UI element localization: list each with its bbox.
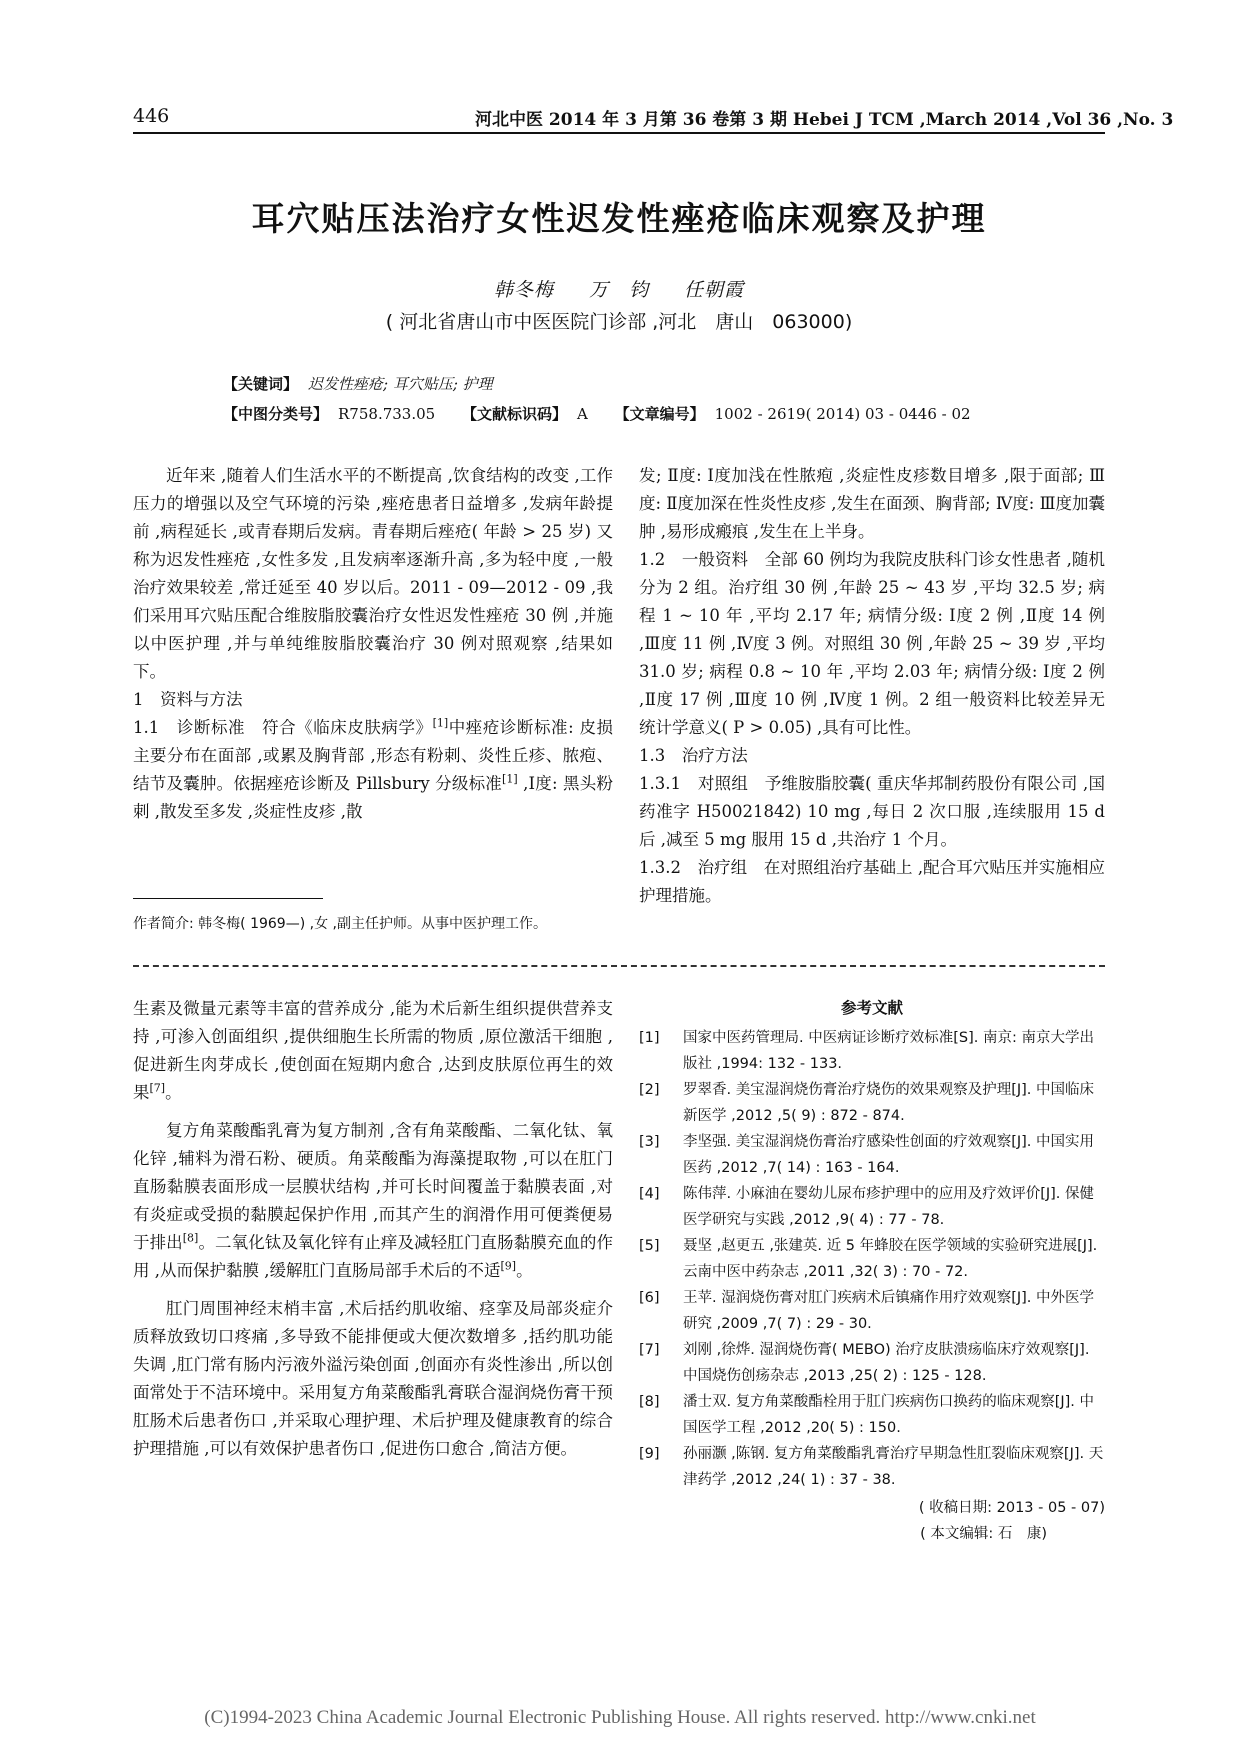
journal-header: 河北中医 2014 年 3 月第 36 卷第 3 期 Hebei J TCM ,March 2014 ,Vol 36 ,No. 3 <box>475 110 1174 130</box>
reference-item <box>639 1025 1105 1077</box>
reference-item <box>639 1337 1105 1389</box>
intro-paragraph: 近年来 ,随着人们生活水平的不断提高 ,饮食结构的改变 ,工作压力的增强以及空气环境的污染 ,痤疮患者日益增多 ,发病年龄提前 ,病程延长 ,或青春期后发病。青春期后痤疮( 年龄 > 25 岁) 又称为迟发性痤疮 ,女性多发 ,且发病率逐渐升高 ,多为轻中度 ,一般治疗效果较差 ,常迁延至 40 岁以后。2011 - 09—2012 - 09 ,我们采用耳穴贴压配合维胺脂胶囊治疗女性迟发性痤疮 30 例 ,并施以中医护理 ,并与单纯维胺脂胶囊治疗 30 例对照观察 ,结果如下。 <box>133 466 613 681</box>
citation: [9] <box>500 1259 517 1273</box>
reference-number: [7] <box>639 1342 660 1358</box>
citation: [7] <box>149 1081 166 1095</box>
article-divider <box>133 965 1105 967</box>
reference-text: 王苹. 湿润烧伤膏对肛门疾病术后镇痛作用疗效观察[J]. 中外医学研究 ,2009 ,7( 7) : 29 - 30. <box>683 1290 1095 1332</box>
prior-paragraph-3: 肛门周围神经末梢丰富 ,术后括约肌收缩、痉挛及局部炎症介质释放致切口疼痛 ,多导致不能排便或大便次数增多 ,括约肌功能失调 ,肛门常有肠内污液外溢污染创面 ,创面亦有炎性渗出 ,所以创面常处于不洁环境中。采用复方角菜酸酯乳膏联合湿润烧伤膏干预肛肠术后患者伤口 ,并采取心理护理、术后护理及健康教育的综合护理措施 ,可以有效保护患者伤口 ,促进伤口愈合 ,简洁方便。 <box>133 1299 613 1458</box>
section-1-2: 1.2 一般资料 全部 60 例均为我院皮肤科门诊女性患者 ,随机分为 2 组。治疗组 30 例 ,年龄 25 ~ 43 岁 ,平均 32.5 岁; 病程 1 ~ 10 年 ,平均 2.17 年; 病情分级: Ⅰ度 2 例 ,Ⅱ度 14 例 ,Ⅲ度 11 例 ,Ⅳ度 3 例。对照组 30 例 ,年龄 25 ~ 39 岁 ,平均 31.0 岁; 病程 0.8 ~ 10 年 ,平均 2.03 年; 病情分级: Ⅰ度 2 例 ,Ⅱ度 17 例 ,Ⅲ度 10 例 ,Ⅳ度 1 例。2 组一般资料比较差异无统计学意义( P > 0.05) ,具有可比性。 <box>639 550 1105 737</box>
text: 。 <box>165 1083 182 1102</box>
reference-item <box>639 1285 1105 1337</box>
reference-text: 国家中医药管理局. 中医病证诊断疗效标准[S]. 南京: 南京大学出版社 ,1994: 132 - 133. <box>683 1030 1094 1072</box>
keywords-label: 【关键词】 <box>223 375 299 393</box>
reference-text: 罗翠香. 美宝湿润烧伤膏治疗烧伤的效果观察及护理[J]. 中国临床新医学 ,2012 ,5( 9) : 872 - 874. <box>683 1082 1095 1124</box>
reference-number: [5] <box>639 1238 660 1254</box>
affiliation: ( 河北省唐山市中医医院门诊部 ,河北 唐山 063000) <box>385 311 853 333</box>
authors <box>133 275 1105 302</box>
page-number: 446 <box>133 105 170 127</box>
reference-item <box>639 1181 1105 1233</box>
doc-code-label: 【文献标识码】 <box>461 405 567 423</box>
section-1-1 <box>133 714 613 826</box>
text: 。 <box>516 1261 533 1280</box>
citation: [1] <box>502 772 518 786</box>
section-heading-1: 1 资料与方法 <box>133 690 243 709</box>
doc-code: A <box>577 405 588 423</box>
article-no-label: 【文章编号】 <box>614 405 705 423</box>
article-no: 1002 - 2619( 2014) 03 - 0446 - 02 <box>714 405 971 423</box>
article-title: 耳穴贴压法治疗女性迟发性痤疮临床观察及护理 <box>251 199 987 238</box>
reference-text: 陈伟萍. 小麻油在婴幼儿尿布疹护理中的应用及疗效评价[J]. 保健医学研究与实践 ,2012 ,9( 4) : 77 - 78. <box>683 1186 1095 1228</box>
body-column-right <box>639 462 1105 910</box>
reference-item <box>639 1129 1105 1181</box>
author-footnote: 作者简介: 韩冬梅( 1969—) ,女 ,副主任护师。从事中医护理工作。 <box>133 916 547 932</box>
reference-number: [6] <box>639 1290 660 1306</box>
references-title: 参考文献 <box>840 999 903 1017</box>
clc-code: R758.733.05 <box>338 405 436 423</box>
references-section <box>639 995 1105 1547</box>
reference-number: [1] <box>639 1030 660 1046</box>
citation: [8] <box>182 1231 199 1245</box>
editor-note: ( 本文编辑: 石 康) <box>920 1526 1047 1542</box>
reference-item <box>639 1389 1105 1441</box>
section-1-3-2: 1.3.2 治疗组 在对照组治疗基础上 ,配合耳穴贴压并实施相应护理措施。 <box>639 858 1105 905</box>
author-3: 任朝霞 <box>684 279 745 301</box>
keywords-line <box>223 373 493 394</box>
header-rule <box>133 132 1105 134</box>
prior-article-column <box>133 995 613 1463</box>
reference-text: 孙丽灏 ,陈钢. 复方角菜酸酯乳膏治疗早期急性肛裂临床观察[J]. 天津药学 ,2012 ,24( 1) : 37 - 38. <box>683 1446 1104 1488</box>
section-1-3-1: 1.3.1 对照组 予维胺脂胶囊( 重庆华邦制药股份有限公司 ,国药准字 H50021842) 10 mg ,每日 2 次口服 ,连续服用 15 d 后 ,减至 5 mg 服用 15 d ,共治疗 1 个月。 <box>639 774 1105 849</box>
reference-text: 聂坚 ,赵更五 ,张建英. 近 5 年蜂胶在医学领域的实验研究进展[J]. 云南中医中药杂志 ,2011 ,32( 3) : 70 - 72. <box>683 1238 1098 1280</box>
reference-number: [4] <box>639 1186 660 1202</box>
prior-paragraph-2 <box>133 1117 613 1285</box>
reference-list <box>639 1025 1105 1493</box>
reference-item <box>639 1441 1105 1493</box>
reference-item <box>639 1233 1105 1285</box>
section-1-1-text: 中痤疮诊断标准: 皮损主要分布在面部 ,或累及胸背部 ,形态有粉刺、炎性丘疹、脓疱、结节及囊肿。依据痤疮诊断及 Pillsbury 分级标准 <box>133 718 613 793</box>
section-1-1-tail: ,Ⅰ度: 黑头粉刺 ,散发至多发 ,炎症性皮疹 ,散 <box>133 774 613 821</box>
author-2: 万 钧 <box>588 279 649 301</box>
reference-item <box>639 1077 1105 1129</box>
author-1: 韩冬梅 <box>493 279 554 301</box>
text: 复方角菜酸酯乳膏为复方制剂 ,含有角菜酸酯、二氧化钛、氧化锌 ,辅料为滑石粉、硬质。角菜酸酯为海藻提取物 ,可以在肛门直肠黏膜表面形成一层膜状结构 ,并可长时间覆盖于黏膜表面 ,对有炎症或受损的黏膜起保护作用 ,而其产生的润滑作用可便粪便易于排出 <box>133 1121 613 1252</box>
reference-number: [8] <box>639 1394 660 1410</box>
reference-text: 李坚强. 美宝湿润烧伤膏治疗感染性创面的疗效观察[J]. 中国实用医药 ,2012 ,7( 14) : 163 - 164. <box>683 1134 1095 1176</box>
keywords: 迟发性痤疮; 耳穴贴压; 护理 <box>308 375 493 393</box>
received-date: ( 收稿日期: 2013 - 05 - 07) <box>918 1500 1105 1516</box>
section-1-3: 1.3 治疗方法 <box>639 746 748 765</box>
reference-number: [2] <box>639 1082 660 1098</box>
grading-paragraph: 发; Ⅱ度: Ⅰ度加浅在性脓疱 ,炎症性皮疹数目增多 ,限于面部; Ⅲ度: Ⅱ度加深在性炎性皮疹 ,发生在面颈、胸背部; Ⅳ度: Ⅲ度加囊肿 ,易形成瘢痕 ,发生在上半身。 <box>639 466 1106 541</box>
reference-text: 刘刚 ,徐烨. 湿润烧伤膏( MEBO) 治疗皮肤溃疡临床疗效观察[J]. 中国烧伤创疡杂志 ,2013 ,25( 2) : 125 - 128. <box>683 1342 1090 1384</box>
body-column-left <box>133 462 613 826</box>
text: 。二氧化钛及氧化锌有止痒及减轻肛门直肠黏膜充血的作用 ,从而保护黏膜 ,缓解肛门直肠局部手术后的不适 <box>133 1233 614 1280</box>
prior-paragraph-1 <box>133 995 613 1107</box>
classification-line <box>223 403 971 424</box>
text: 生素及微量元素等丰富的营养成分 ,能为术后新生组织提供营养支持 ,可渗入创面组织 ,提供细胞生长所需的物质 ,原位激活干细胞 ,促进新生肉芽成长 ,使创面在短期内愈合 ,达到皮肤原位再生的效果 <box>133 999 613 1102</box>
citation: [1] <box>432 716 449 730</box>
reference-number: [3] <box>639 1134 660 1150</box>
section-1-1-heading: 1.1 诊断标准 符合《临床皮肤病学》 <box>133 718 433 737</box>
footnote-rule <box>133 898 323 899</box>
reference-number: [9] <box>639 1446 660 1462</box>
reference-text: 潘士双. 复方角菜酸酯栓用于肛门疾病伤口换药的临床观察[J]. 中国医学工程 ,2012 ,20( 5) : 150. <box>683 1394 1095 1436</box>
copyright-footer: (C)1994-2023 China Academic Journal Electronic Publishing House. All rights reserved. http://www.cnki.net <box>204 1707 1036 1728</box>
clc-label: 【中图分类号】 <box>223 405 329 423</box>
